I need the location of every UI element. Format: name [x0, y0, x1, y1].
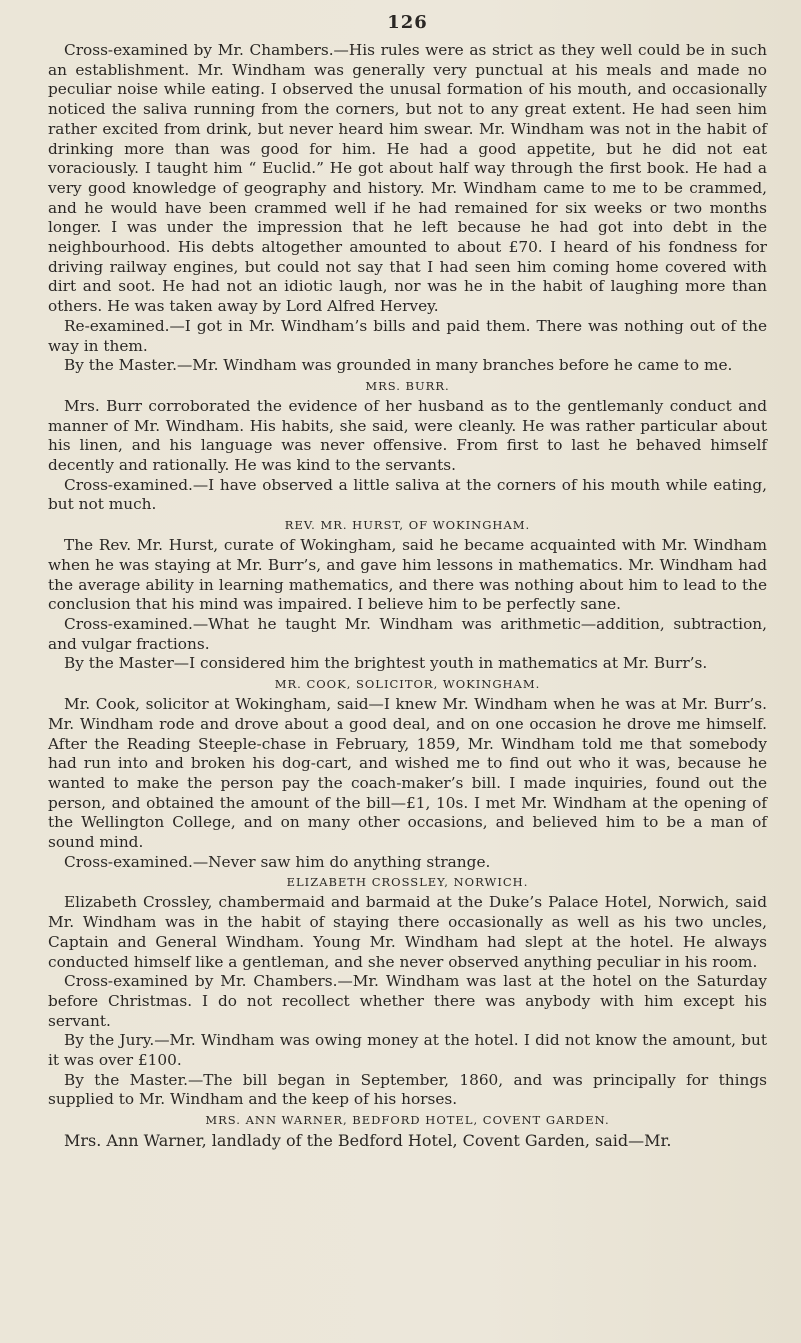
paragraph-by-jury: By the Jury.—Mr. Windham was owing money at the hotel. I did not know the amount, but it was over £100. — [48, 1031, 767, 1070]
paragraph-rev-hurst: The Rev. Mr. Hurst, curate of Wokingham, said he became acquainted with Mr. Windham when he was staying at Mr. Burr’s, and gave him lessons in mathematics. Mr. Windham had the average ability in learning mathematics, and there was nothing about him to lead to the conclusion that his mind was impaired. I believe him to be perfectly sane. — [48, 536, 767, 614]
paragraph-mr-cook: Mr. Cook, solicitor at Wokingham, said—I knew Mr. Windham when he was at Mr. Burr’s. Mr. Windham rode and drove about a good deal, and on one occasion he drove me himself. After the Reading Steeple-chase in February, 1859, Mr. Windham told me that somebody had run into and broken his dog-cart, and wished me to find out who it was, because he wanted to make the person pay the coach-maker’s bill. I made inquiries, found out the person, and obtained the amount of the bill—£1, 10s. I met Mr. Windham at the opening of the Wellington College, and on many other occasions, and believed him to be a man of sound mind. — [48, 695, 767, 852]
section-heading-mrs-burr: MRS. BURR. — [365, 378, 450, 393]
paragraph-cross-examined-arithmetic: Cross-examined.—What he taught Mr. Windham was arithmetic—addition, subtraction, and vulgar fractions. — [48, 614, 767, 653]
section-heading-rev-hurst: REV. MR. HURST, OF WOKINGHAM. — [284, 518, 531, 533]
paragraph-re-examined: Re-examined.—I got in Mr. Windham’s bills and paid them. There was nothing out of the way in them. — [48, 316, 767, 355]
paragraph-mrs-burr: Mrs. Burr corroborated the evidence of her husband as to the gentlemanly conduct and manner of Mr. Windham. His habits, she said, were cleanly. He was rather particular about his linen, and his language was never offensive. From first to last he behaved himself decently and rationally. He was kind to the servants. — [48, 396, 767, 475]
paragraph-by-master-1: By the Master.—Mr. Windham was grounded in many branches before he came to me. — [64, 356, 733, 375]
paragraph-by-master-3: By the Master.—The bill began in September, 1860, and was principally for things supplied to Mr. Windham and the keep of his horses. — [48, 1070, 767, 1109]
section-heading-mrs-warner: MRS. ANN WARNER, BEDFORD HOTEL, COVENT GARDEN. — [205, 1113, 610, 1128]
paragraph-by-master-2: By the Master—I considered him the brightest youth in mathematics at Mr. Burr’s. — [64, 654, 708, 673]
paragraph-cross-examined-strange: Cross-examined.—Never saw him do anything strange. — [64, 852, 491, 871]
paragraph-cross-examined-saliva: Cross-examined.—I have observed a little saliva at the corners of his mouth while eating, but not much. — [48, 475, 767, 514]
paragraph-cross-examined-christmas: Cross-examined by Mr. Chambers.—Mr. Windham was last at the hotel on the Saturday before Christmas. I do not recollect whether there was anybody with him except his servant. — [48, 972, 767, 1030]
section-heading-elizabeth-crossley: ELIZABETH CROSSLEY, NORWICH. — [286, 875, 529, 890]
page-number: 126 — [387, 12, 428, 33]
paragraph-cross-examined-chambers: Cross-examined by Mr. Chambers.—His rules were as strict as they well could be in such an establishment. Mr. Windham was generally very punctual at his meals and made no peculiar noise while eating. I observed the unusal formation of his mouth, and occasionally noticed the saliva running from the corners, but not to any great extent. He had seen him rather excited from drink, but never heard him swear. Mr. Windham was not in the habit of drinking more than was good for him. He had a good appetite, but he did not eat voraciously. I taught him “ Euclid.” He got about half way through the first book. He had a very good knowledge of geography and history. Mr. Windham came to me to be crammed, and he would have been crammed well if he had remained for six weeks or two months longer. I was under the impression that he left because he had got into debt in the neighbourhood. His debts altogether amounted to about £70. I heard of his fondness for driving railway engines, but could not say that I had seen him coming home covered with dirt and soot. He had not an idiotic laugh, nor was he in the habit of laughing more than others. He was taken away by Lord Alfred Hervey. — [48, 41, 767, 316]
paragraph-mrs-warner: Mrs. Ann Warner, landlady of the Bedford Hotel, Covent Garden, said—Mr. — [64, 1131, 672, 1151]
paragraph-elizabeth-crossley: Elizabeth Crossley, chambermaid and barmaid at the Duke’s Palace Hotel, Norwich, said Mr. Windham was in the habit of staying there occasionally as well as his two uncles, Captain and General Windham. Young Mr. Windham had slept at the hotel. He always conducted himself like a gentleman, and she never observed anything peculiar in his room. — [48, 893, 767, 971]
section-heading-mr-cook: MR. COOK, SOLICITOR, WOKINGHAM. — [274, 677, 541, 692]
